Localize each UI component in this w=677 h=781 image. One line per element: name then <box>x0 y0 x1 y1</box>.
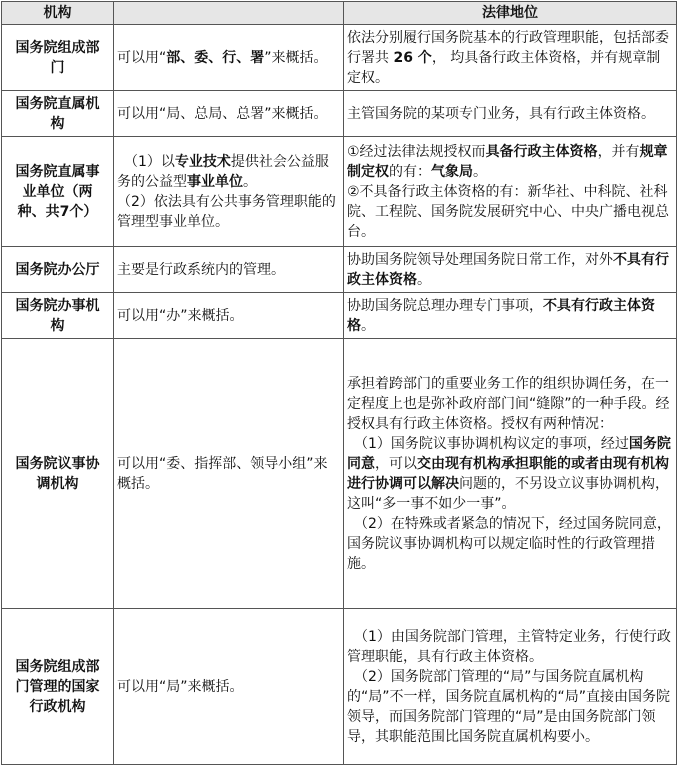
institution-description: 可以用“办”来概括。 <box>114 293 344 339</box>
table-row <box>2 247 677 293</box>
legal-status-intro: 承担着跨部门的重要业务工作的组织协调任务，在一定程度上也是弥补政府部门间“缝隙”的一种手段。经授权具有行政主体资格。授权有两种情况： <box>347 375 670 432</box>
legal-status-item-2: （2）在特殊或者紧急的情况下，经过国务院同意，国务院议事协调机构可以规定临时性的行政管理措施。 <box>347 515 671 572</box>
legal-status-item-2: （2）国务院部门管理的“局”与国务院直属机构的“局”不一样，国务院直属机构的“局”直接由国务院领导，而国务院部门管理的“局”是由国务院部门领导，其职能范围比国务院直属机构要小。 <box>347 668 671 745</box>
header-legal-status: 法律地位 <box>344 2 677 25</box>
institution-description: 可以用“部、委、行、署”来概括。 <box>114 25 344 91</box>
institution-name: 国务院办公厅 <box>2 247 114 293</box>
table-row <box>2 137 677 247</box>
legal-status: 主管国务院的某项专门业务，具有行政主体资格。 <box>344 91 677 137</box>
table-row <box>2 609 677 765</box>
description-item-2: （2）依法具有公共事务管理职能的管理型事业单位。 <box>117 193 336 230</box>
institution-name: 国务院直属事业单位（两种、共7个） <box>2 137 114 247</box>
legal-status <box>344 137 677 247</box>
institution-name: 国务院议事协调机构 <box>2 339 114 609</box>
table-row <box>2 25 677 91</box>
institution-name: 国务院组成部门 <box>2 25 114 91</box>
institution-name: 国务院组成部门管理的国家行政机构 <box>2 609 114 765</box>
table-row <box>2 293 677 339</box>
legal-status <box>344 609 677 765</box>
institution-name: 国务院直属机构 <box>2 91 114 137</box>
institution-description: 可以用“委、指挥部、领导小组”来概括。 <box>114 339 344 609</box>
legal-status: 协助国务院领导处理国务院日常工作，对外不具有行政主体资格。 <box>344 247 677 293</box>
description-item-1: （1）以专业技术提供社会公益服务的公益型事业单位。 <box>117 153 329 190</box>
institution-description: 可以用“局、总局、总署”来概括。 <box>114 91 344 137</box>
legal-status-item-1: （1）由国务院部门管理，主管特定业务，行使行政管理职能，具有行政主体资格。 <box>347 628 671 665</box>
institution-name: 国务院办事机构 <box>2 293 114 339</box>
table-row <box>2 91 677 137</box>
institution-description: 主要是行政系统内的管理。 <box>114 247 344 293</box>
legal-status: 依法分别履行国务院基本的行政管理职能，包括部委行署共 26 个， 均具备行政主体资格，并有规章制定权。 <box>344 25 677 91</box>
header-description <box>114 2 344 25</box>
table-header-row <box>2 2 677 25</box>
institution-description <box>114 137 344 247</box>
institution-table <box>1 1 677 765</box>
table-row <box>2 339 677 609</box>
legal-status-item-1: ①经过法律法规授权而具备行政主体资格，并有规章制定权的有：气象局。 <box>347 143 668 180</box>
legal-status: 协助国务院总理办理专门事项，不具有行政主体资格。 <box>344 293 677 339</box>
legal-status-item-2: ②不具备行政主体资格的有：新华社、中科院、社科院、工程院、国务院发展研究中心、中央广播电视总台。 <box>347 183 669 240</box>
legal-status <box>344 339 677 609</box>
header-institution: 机构 <box>2 2 114 25</box>
institution-description: 可以用“局”来概括。 <box>114 609 344 765</box>
legal-status-item-1: （1）国务院议事协调机构议定的事项，经过国务院同意，可以交由现有机构承担职能的或者由现有机构进行协调可以解决问题的，不另设立议事协调机构，这叫“多一事不如少一事”。 <box>347 435 671 512</box>
